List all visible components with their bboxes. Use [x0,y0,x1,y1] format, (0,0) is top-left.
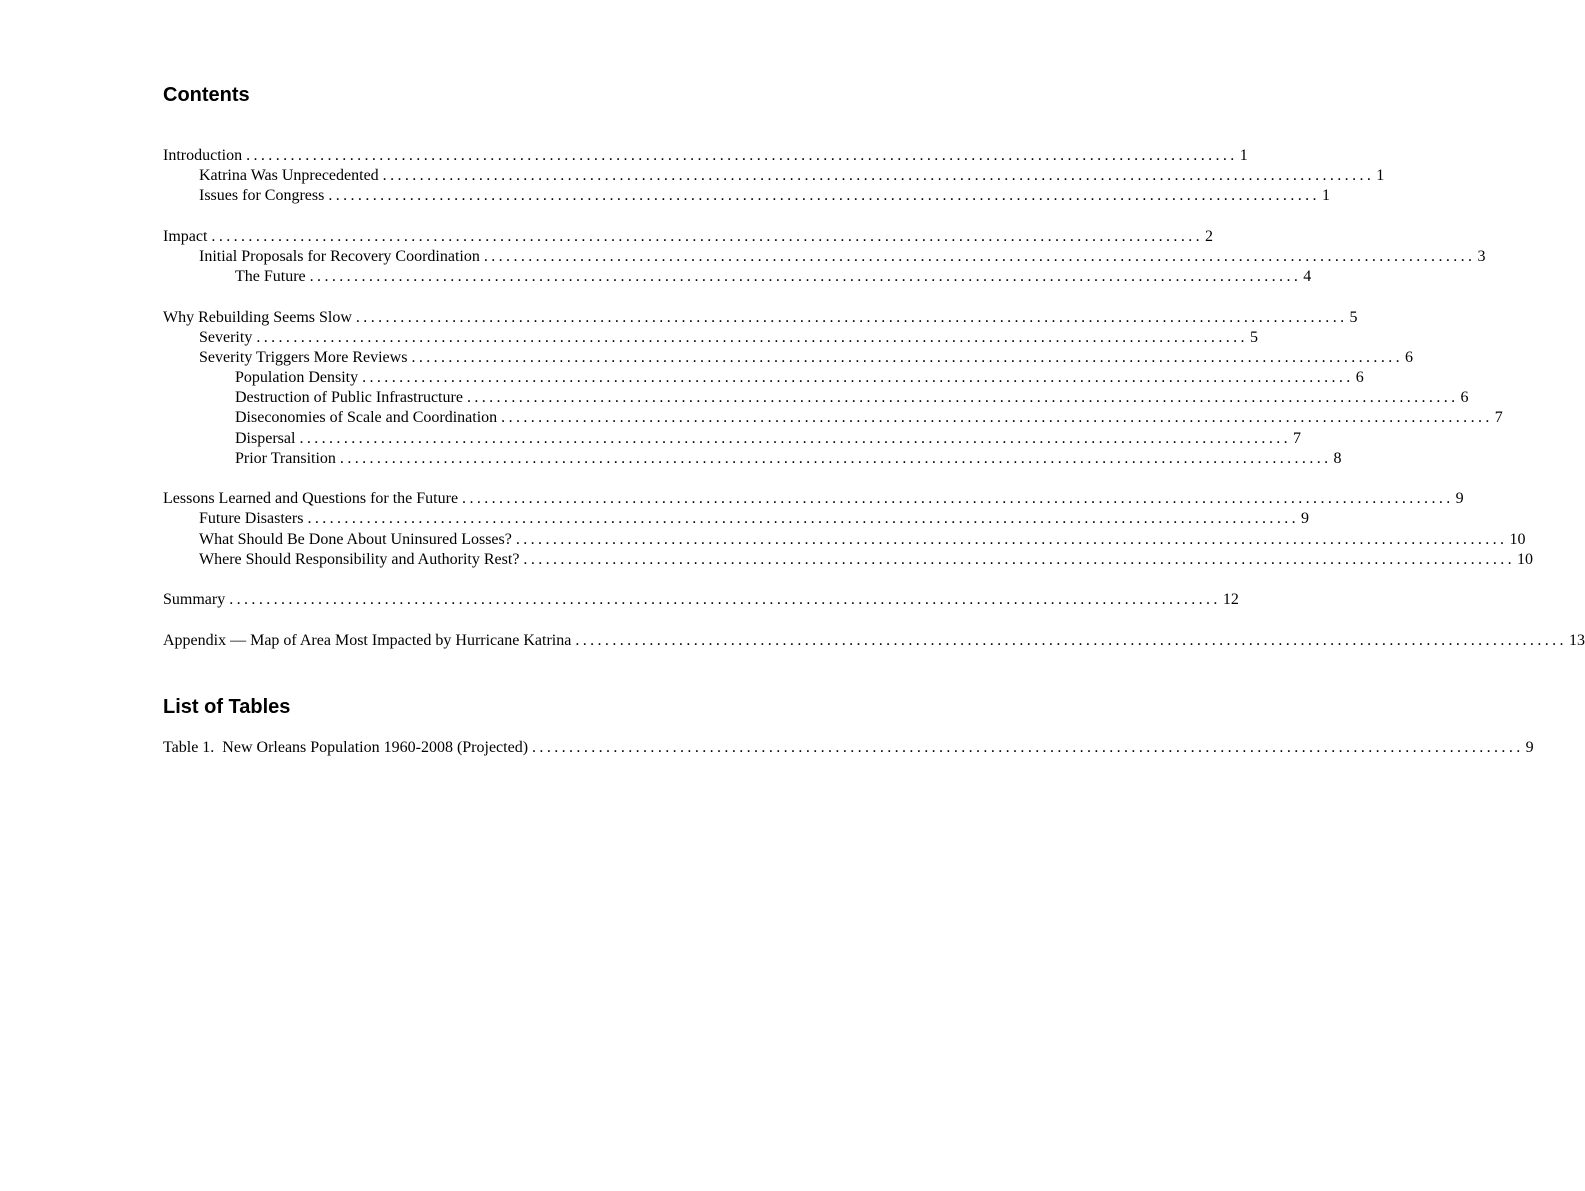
toc-entry-prior-transition[interactable] [163,449,1342,469]
toc-entry-responsibility-and-authority[interactable] [163,550,1534,570]
toc-entry-severity[interactable] [163,328,1258,348]
toc-entry-title: Severity [199,328,253,346]
dot-leader: ...................................................................................................................................... [328,187,1320,205]
dot-leader: ...................................................................................................................................... [462,490,1454,508]
toc-entry-the-future[interactable] [163,267,1312,287]
toc-entry-title: Table 1. New Orleans Population 1960-2008 (Projected) [163,739,529,756]
dot-leader: ...................................................................................................................................... [355,308,1348,326]
toc-entry-initial-proposals[interactable] [163,247,1486,267]
toc-entry-dispersal[interactable] [163,429,1302,449]
toc-entry-page: 5 [1249,328,1258,346]
toc-entry-page: 6 [1460,389,1469,407]
dot-leader: ...................................................................................................................................... [339,449,1332,467]
toc-entry-page: 4 [1303,268,1312,286]
toc-entry-lessons-learned[interactable] [163,489,1464,509]
toc-entry-title: Issues for Congress [199,187,325,205]
dot-leader: ...................................................................................................................................... [309,268,1302,286]
toc-entry-title: Severity Triggers More Reviews [199,348,408,366]
contents-heading: Contents [163,84,250,106]
toc-entry-katrina-was-unprecedented[interactable] [163,166,1385,186]
dot-leader: ...................................................................................................................................... [382,167,1375,185]
dot-leader: ...................................................................................................................................... [411,348,1404,366]
dot-leader: ...................................................................................................................................... [362,369,1354,387]
dot-leader: ...................................................................................................................................... [483,247,1476,265]
toc-entry-title: Introduction [163,147,243,164]
toc-entry-title: Where Should Responsibility and Authority Rest? [199,550,520,568]
toc-entry-destruction-of-public-infrastructure[interactable] [163,388,1469,408]
toc-entry-title: The Future [235,268,306,286]
toc-entry-page: 9 [1455,490,1464,508]
dot-leader: ...................................................................................................................................... [515,530,1508,548]
dot-leader: ...................................................................................................................................... [211,227,1204,245]
dot-leader: ...................................................................................................................................... [307,510,1300,528]
toc-entry-why-rebuilding-seems-slow[interactable] [163,308,1358,328]
toc-entry-title: Impact [163,227,208,245]
toc-entry-title: Appendix — Map of Area Most Impacted by Hurricane Katrina [163,631,572,649]
toc-entry-title: Population Density [235,369,359,387]
toc-entry-title: Future Disasters [199,510,304,528]
toc-entry-page: 9 [1301,510,1310,528]
dot-leader: ...................................................................................................................................... [523,550,1516,568]
toc-entry-title: Dispersal [235,429,296,447]
toc-entry-table-1[interactable] [163,738,1534,758]
toc-entry-summary[interactable] [163,590,1239,610]
toc-entry-diseconomies-of-scale[interactable] [163,408,1503,428]
toc-entry-title: Prior Transition [235,449,336,467]
dot-leader: ...................................................................................................................................... [501,409,1493,427]
toc-entry-page: 6 [1405,348,1414,366]
toc-entry-title: Destruction of Public Infrastructure [235,389,463,407]
dot-leader: ...................................................................................................................................... [246,147,1238,164]
toc-entry-uninsured-losses[interactable] [163,530,1526,550]
toc-entry-page: 1 [1321,187,1330,205]
dot-leader: ...................................................................................................................................... [532,739,1524,756]
list-of-tables-heading: List of Tables [163,696,291,718]
dot-leader: ...................................................................................................................................... [256,328,1248,346]
toc-entry-page: 10 [1517,550,1534,568]
toc-entry-page: 1 [1239,147,1248,164]
toc-entry-page: 12 [1222,591,1239,609]
toc-entry-appendix[interactable] [163,631,1585,651]
toc-entry-page: 5 [1349,308,1358,326]
dot-leader: ...................................................................................................................................... [575,631,1567,649]
toc-entry-severity-triggers-more-reviews[interactable] [163,348,1414,368]
toc-entry-impact[interactable] [163,227,1214,247]
toc-entry-page: 10 [1509,530,1526,548]
toc-entry-page: 6 [1355,369,1364,387]
toc-entry-title: Diseconomies of Scale and Coordination [235,409,498,427]
contents-list [163,146,1585,651]
toc-entry-page: 7 [1293,429,1302,447]
toc-entry-title: What Should Be Done About Uninsured Losses? [199,530,512,548]
tables-list [163,738,1534,758]
toc-entry-title: Summary [163,591,226,609]
toc-entry-page: 7 [1494,409,1503,427]
dot-leader: ...................................................................................................................................... [299,429,1292,447]
dot-leader: ...................................................................................................................................... [229,591,1221,609]
toc-entry-page: 9 [1525,739,1534,756]
dot-leader: ...................................................................................................................................... [466,389,1459,407]
toc-entry-title: Initial Proposals for Recovery Coordination [199,247,480,265]
toc-entry-population-density[interactable] [163,368,1364,388]
toc-entry-page: 1 [1376,167,1385,185]
toc-entry-future-disasters[interactable] [163,509,1310,529]
toc-entry-page: 8 [1333,449,1342,467]
toc-entry-introduction[interactable] [163,146,1248,166]
toc-entry-title: Lessons Learned and Questions for the Future [163,490,459,508]
toc-entry-title: Why Rebuilding Seems Slow [163,308,352,326]
toc-entry-page: 13 [1568,631,1585,649]
toc-entry-page: 2 [1205,227,1214,245]
toc-entry-page: 3 [1477,247,1486,265]
toc-entry-issues-for-congress[interactable] [163,186,1330,206]
toc-entry-title: Katrina Was Unprecedented [199,167,379,185]
